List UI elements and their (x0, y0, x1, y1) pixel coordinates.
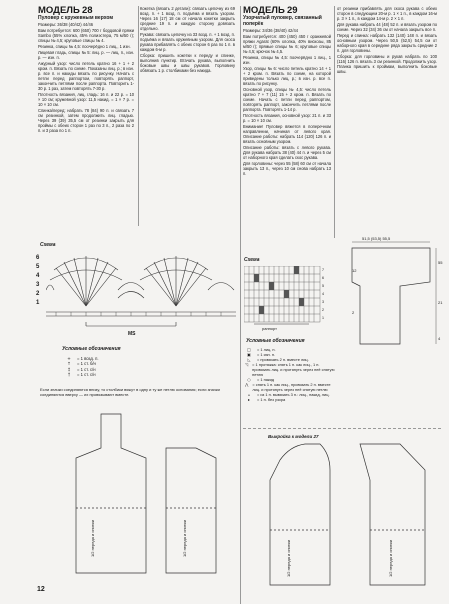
increase-icon: ▵ (248, 392, 250, 397)
half-double-crochet-icon: † (67, 372, 71, 378)
dimension-label: 2 (352, 310, 355, 315)
model-29-chart-grid (244, 266, 324, 328)
model-29-subtitle: Узорчатый пуловер, связанный поперёк (243, 15, 322, 27)
model-28-stockinette: Лицевая гладь, спицы № 5: лиц. р. — лиц. п., изн. р. — изн. п. (38, 50, 134, 60)
section-divider (243, 428, 441, 429)
chart-row-numbers: 7 6 5 4 3 2 1 (322, 268, 324, 320)
legend-row: ▸ = 1 п. без узора (244, 397, 336, 402)
column-divider (334, 6, 335, 238)
double-decrease-icon: ⋀ (245, 382, 249, 387)
model-28-text (38, 6, 134, 134)
model-28-gauge: Плотность вязания, лиц. гладь: 16 п. и 22 р. = 10 × 10 см; кружевной узор: 11,5 накид. = 1 × 7 р. = 10 × 10 см. (38, 92, 134, 107)
knit-stitch-icon: □ (247, 347, 251, 352)
model-29-gauge: Плотность вязания, основной узор: 21 п. и 33 р. = 10 × 10 см. (243, 113, 331, 123)
purl-stitch-icon: ▣ (247, 352, 251, 357)
legend-row: □ = 1 лиц. п. (244, 347, 336, 352)
legend-row: ↑ = 1 ст. б/н (64, 361, 99, 366)
scheme-fan (140, 256, 212, 306)
ms-label: MS (128, 331, 136, 337)
model-29-text-continued (337, 6, 437, 238)
model-28-sizes: Размеры: 36/38 (40/42) 44/46 (38, 22, 94, 27)
legend-row: ▵ = из 1 п. вывязать 3 п.: лиц., накид, лиц. (244, 392, 336, 397)
model-29-title: МОДЕЛЬ 29 (243, 6, 298, 16)
page-number: 12 (37, 586, 45, 593)
model-28-materials: Вам потребуется: 600 (650) 700 г бордовой пряжи Sambo (55% хлопка, 45% полиэстера, 75 м/50 г); спицы № 4,5; круговые спицы № 4. (38, 28, 134, 43)
model-29-pattern: Узор, спицы № 6: число петель кратно 14 + 1 + 2 кром. п. Вязать по схеме, на которой приведены только лиц. р.; в изн. р. все п. вязать по рисунку. (243, 66, 331, 86)
model-29-materials: Вам потребуется: 400 (450) 450 г оранжевой пряжи Agarat (60% хлопка, 40% вискозы, 85 м/50 г); прямые спицы № 6; круговые спицы № 4,5; крючок № 4,5. (243, 34, 331, 54)
scheme-fan (50, 256, 122, 306)
model-28-legend (64, 356, 99, 378)
column-divider (138, 6, 139, 226)
model-29-sleeve-schematic (340, 236, 442, 356)
rapport-label: раппорт (262, 326, 277, 331)
scheme-row-numbers: 6 5 4 3 2 1 (36, 255, 40, 306)
legend-row: ‡ = 1 ст. с/н (64, 367, 99, 372)
pattern-label: 1/2 переда и спинки (286, 540, 291, 578)
legend-row: ◺ = провязать 2 п. вместе лиц. (244, 357, 336, 362)
pattern-label: 1/2 переда и спинки (90, 520, 95, 558)
legend-row: + = 1 возд. п. (64, 356, 99, 361)
model-29-sleeve-shaping: от резинки прибавлять для скоса рукава с обеих сторон в следующем 20-м р. 1 × 1 п., в каждом 16-м р. 3 × 1 п., в каждом 14-м р. 2 × 1 п. (337, 6, 437, 21)
dimension-label: 4 (438, 336, 441, 341)
model-29-scheme-label: Схема (244, 257, 260, 263)
model-29-assembly: Сборка: для горловины и рукав набрать по 100 (116) 126 п. вязать 3 см резинкой. Продолжить узор. Планка пришить к проймам, выполнить боковые швы. (337, 54, 437, 74)
legend-row: † = 1 ст. с/н (64, 372, 99, 377)
model-27-garment-pattern (250, 440, 440, 590)
model-28-legend-title: Условные обозначения (62, 346, 121, 352)
model-29-note: Внимание! Пуловер вяжется в поперечном направлении, начиная от левого края. Описание работы: набрать 114 (120) 126 п. и вязать основным узором. (243, 124, 331, 144)
dimension-label: 21 (438, 300, 443, 305)
pattern-27-title: Выкройка к модели 27 (268, 434, 319, 439)
ssk-icon: ◹ (245, 362, 249, 367)
pattern-label: 1/2 переда и спинки (388, 540, 393, 578)
model-28-title: МОДЕЛЬ 28 (38, 6, 93, 16)
chain-icon: + (67, 356, 71, 361)
crochet-scheme (46, 250, 236, 330)
model-29-front-back: Перед и спинка: набрать 132 (140) 148 п. и вязать основным узором. Через 50,5 (52,5) 54,5 см от наборного края в середине ряда закрыть средние 2 п. для горловины. (337, 33, 437, 53)
legend-row: ○ = 1 накид (244, 377, 336, 382)
single-crochet-icon: ↑ (67, 361, 71, 367)
yarn-over-icon: ○ (247, 377, 251, 382)
legend-row: ▣ = 1 изн. п. (244, 352, 336, 357)
model-29-main-pattern: Основной узор, спицы № 4,5: число петель кратно 7 + 7 (11) 15 + 2 кром. п. Вязать по схеме. Начать с петли перед раппортом, повторять раппорт, закончить петлями после раппорта. Повторять 1-14 р. (243, 87, 331, 112)
model-29-legend-title: Условные обозначения (246, 338, 305, 344)
model-28-subtitle: Пуловер с кружевным верхом (38, 15, 114, 21)
no-stitch-icon: ▸ (248, 397, 250, 402)
model-29-rib: Резинка, спицы № 4,5: поочерёдно 1 лиц., 1 изн. (243, 55, 331, 65)
model-29-sleeve: Для рукава набрать 44 (48) 52 п. и вязать узором по схеме. Через 32 (34) 36 см от начала закрыть все п. (337, 22, 437, 32)
column-divider (240, 6, 241, 604)
model-28-sleeves: Рукава: связать цепочку из 33 возд. п. + 1 возд. п. подъёма и вязать кружевным узором. Для скоса рукава прибавлять с обеих сторон 6 раз по 1 п. в каждом 6-м р. (140, 32, 235, 52)
model-28-scheme-label: Схема (40, 242, 56, 248)
model-29-description: Описание работы: вязать с левого рукава. Для рукава набрать 38 (40) 44 п. и через 5 см от наборного края сделать скос рукава. (243, 145, 331, 160)
model-29-legend (244, 347, 336, 402)
model-28-legend-note: Если значки соединяются внизу, то столбики вяжут в одну и ту же петлю основания; если значки соединяются вверху — их провязывают вместе. (40, 387, 220, 397)
model-28-yoke: Кокетка (вязать 2 детали): связать цепочку из 69 возд. п. + 1 возд. п. подъёма и вязать узором. Через 16 (17) 18 см от начала кокетки закрыть средние 19 п. и каждую сторону довязать отдельно. (140, 6, 235, 31)
model-29-sizes: Размеры: 34/36 (38/40) 42/44 (243, 28, 299, 33)
legend-row: ◹ = 1 протяжка: снять 1 п. как лиц., 1 п. провязать лиц. и протянуть через неё снятую петлю (245, 362, 335, 377)
model-28-assembly: Сборка: пришить кокетки к переду и спинке, выполнив пунктир. Втачать рукава, выполнить боковые швы и швы рукавов. Горловину обвязать 1 р. столбиками без накида. (140, 53, 235, 73)
model-28-back-front: Спинка/перед: набрать 78 (84) 90 п. и связать 7 см резинкой, затем продолжить лиц. гладью. Через 39 (39) 35,5 см от резинки закрыть для проймы с обеих сторон 1 раз по 3 п., 2 раза по 2 п. и 3 раза по 1 п. (38, 108, 134, 133)
model-29-neckline: Для горловины: через 55 (58) 60 см от начала закрыть 13 п., через 10 см снова набрать 13 п. (243, 161, 331, 176)
dimension-label: 55 (438, 260, 443, 265)
legend-row: ⋀ = снять 1 п. как лиц., провязать 2 п. вместе лиц. и протянуть через неё снятую петлю (245, 382, 331, 392)
model-28-lace: Ажурный узор: число петель кратно 16 + 1 + 2 кром. п. Вязать по схеме. Показаны лиц. р.; в изн. р. все п. и накиды вязать по рисунку. Начать с петли перед раппортом, повторять раппорт, закончить петлями после раппорта. Повторить 1-30 р. 1 раз, затем повторять 7-30 р. (38, 61, 134, 91)
dimension-label: 51,5 (53,5) 55,5 (362, 236, 391, 241)
model-28-rib: Резинка, спицы № 4,5: поочерёдно 1 лиц., 1 изн. (38, 44, 131, 49)
dimension-label: 12 (352, 268, 357, 273)
model-28-text-continued (140, 6, 235, 74)
pattern-label: 1/2 переда и спинки (182, 520, 187, 558)
model-29-text (243, 6, 331, 238)
double-crochet-icon: ‡ (67, 366, 71, 372)
k2tog-icon: ◺ (247, 357, 251, 362)
